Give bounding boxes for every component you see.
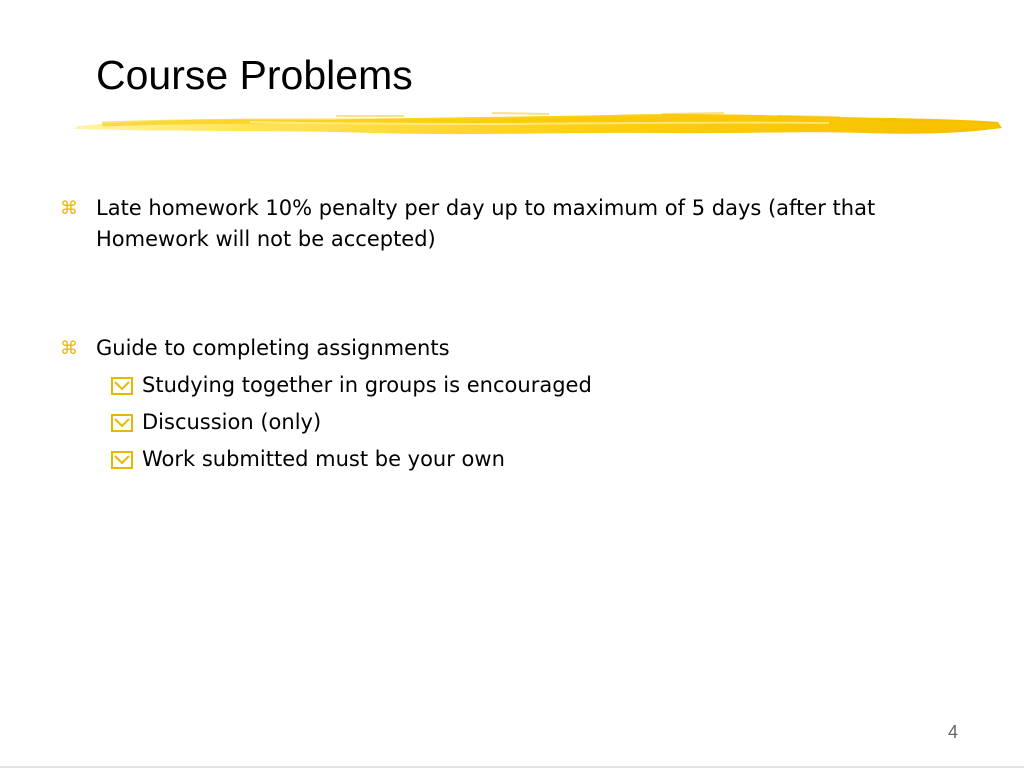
checkbox-check-icon xyxy=(111,414,133,432)
sub-bullet-item xyxy=(111,370,671,401)
checkbox-check-icon xyxy=(111,377,133,395)
checkbox-check-icon xyxy=(111,451,133,469)
sub-bullet-text: Work submitted must be your own xyxy=(142,447,505,471)
sub-bullet-text: Discussion (only) xyxy=(142,410,322,434)
sub-bullet-item xyxy=(111,407,471,438)
bullet-item-guide xyxy=(0,333,1024,364)
bullet-text: Guide to completing assignments xyxy=(96,336,450,360)
sub-bullet-item xyxy=(111,444,581,475)
title-brush-underline xyxy=(74,104,1002,140)
command-key-icon: ⌘ xyxy=(60,338,78,359)
bullet-text: Late homework 10% penalty per day up to maximum of 5 days (after that Homework will not be accepted) xyxy=(96,196,876,251)
command-key-icon: ⌘ xyxy=(60,198,78,219)
bullet-item-late-homework xyxy=(0,193,1024,255)
slide-title: Course Problems xyxy=(96,52,413,98)
sub-bullet-text: Studying together in groups is encouraged xyxy=(142,373,592,397)
page-number: 4 xyxy=(947,722,958,742)
